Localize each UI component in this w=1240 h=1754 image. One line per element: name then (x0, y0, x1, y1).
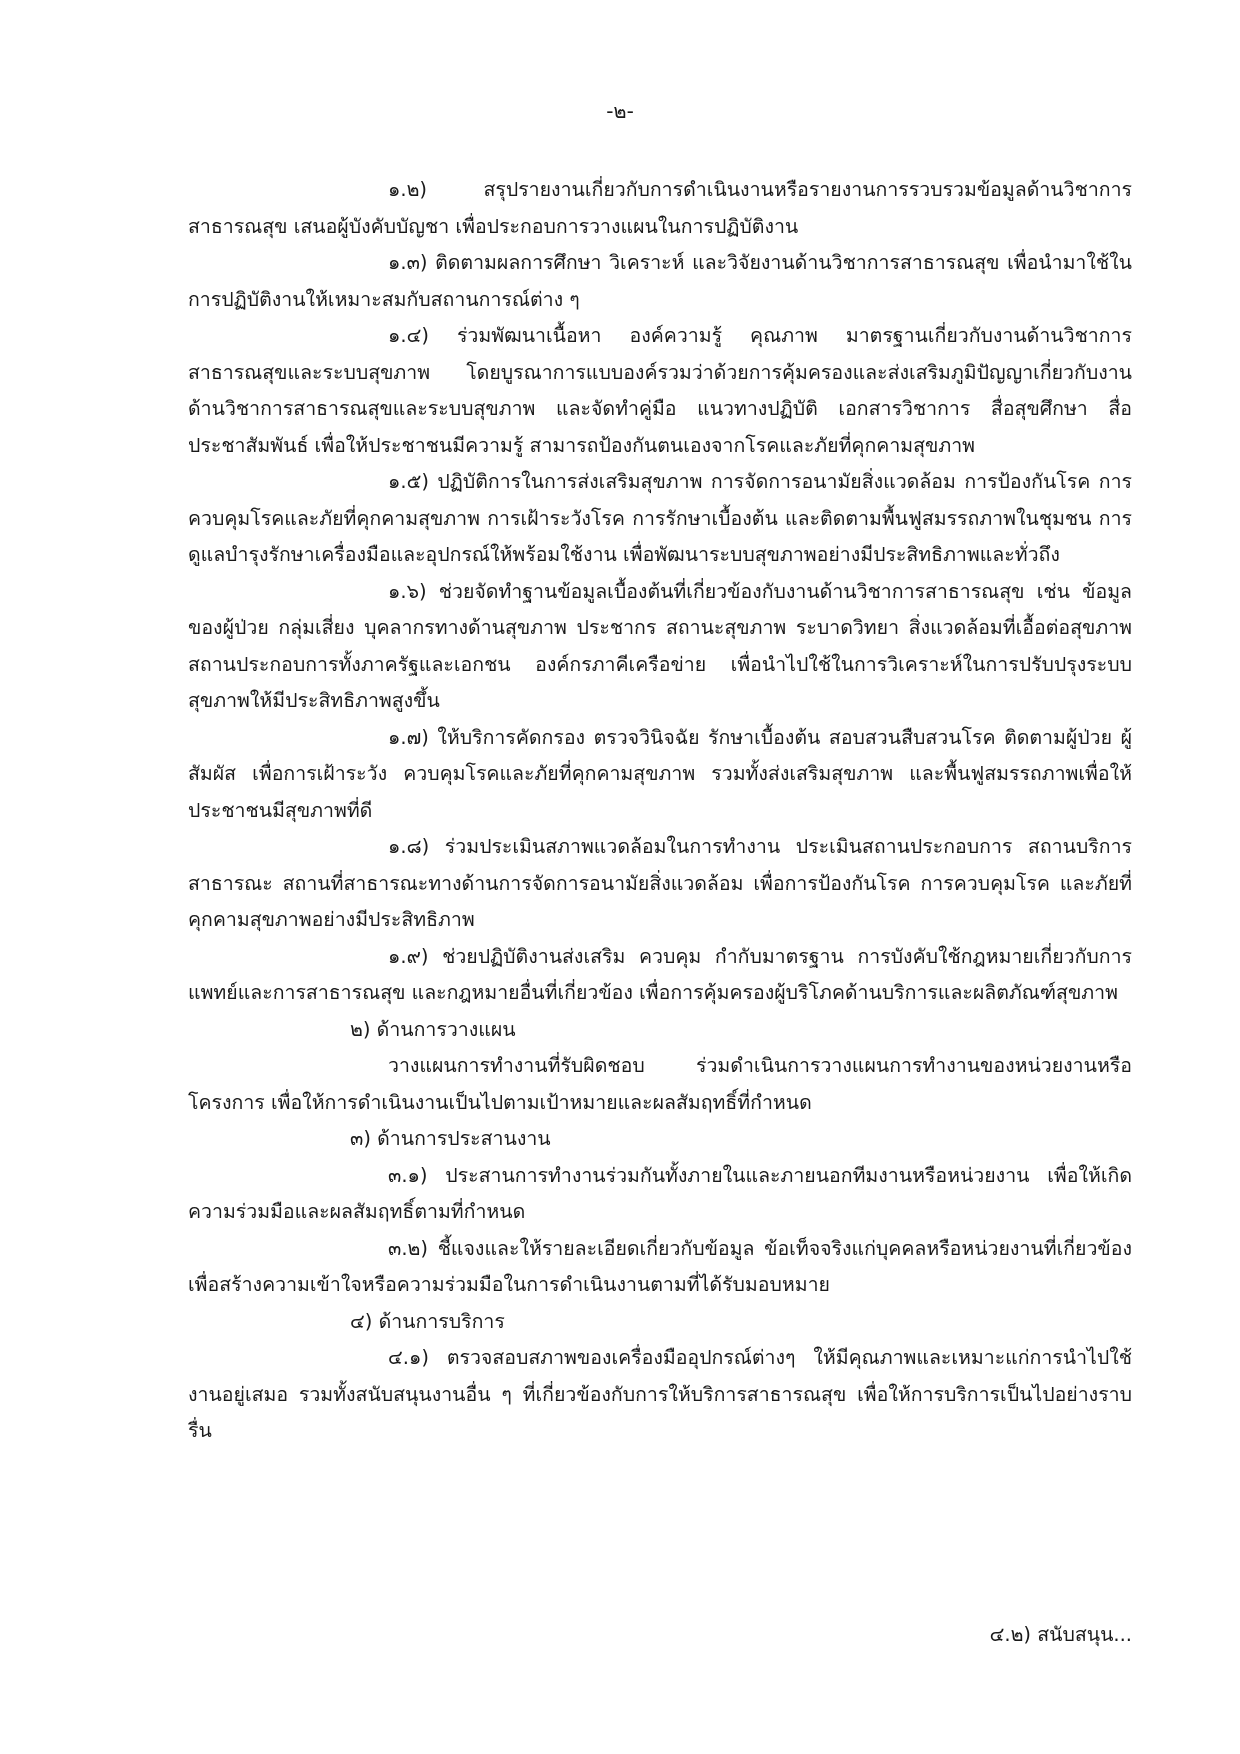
paragraph-planning: วางแผนการทำงานที่รับผิดชอบ ร่วมดำเนินการวางแผนการทำงานของหน่วยงานหรือโครงการ เพื่อให้การดำเนินงานเป็นไปตามเป้าหมายและผลสัมฤทธิ์ที่กำหนด (188, 1054, 1132, 1114)
paragraph-1-7: ๑.๗) ให้บริการคัดกรอง ตรวจวินิจฉัย รักษาเบื้องต้น สอบสวนสืบสวนโรค ติดตามผู้ป่วย ผู้สัมผัส เพื่อการเฝ้าระวัง ควบคุมโรคและภัยที่คุกคามสุขภาพ รวมทั้งส่งเสริมสุขภาพ และพื้นฟูสมรรถภาพเพื่อให้ประชาชนมีสุขภาพที่ดี (188, 725, 1132, 822)
paragraph-1-9: ๑.๙) ช่วยปฏิบัติงานส่งเสริม ควบคุม กำกับมาตรฐาน การบังคับใช้กฎหมายเกี่ยวกับการแพทย์และการสาธารณสุข และกฎหมายอื่นที่เกี่ยวข้อง เพื่อการคุ้มครองผู้บริโภคด้านบริการและผลิตภัณฑ์สุขภาพ (188, 944, 1132, 1004)
page-number: -๒- (606, 99, 634, 123)
paragraph-4-1: ๔.๑) ตรวจสอบสภาพของเครื่องมืออุปกรณ์ต่างๆ ให้มีคุณภาพและเหมาะแก่การนำไปใช้งานอยู่เสมอ รวมทั้งสนับสนุนงานอื่น ๆ ที่เกี่ยวข้องกับการให้บริการสาธารณสุข เพื่อให้การบริการเป็นไปอย่างราบรื่น (188, 1346, 1132, 1442)
section-heading-service: ๔) ด้านการบริการ (350, 1309, 505, 1333)
section-heading-planning: ๒) ด้านการวางแผน (350, 1017, 516, 1041)
paragraph-1-3: ๑.๓) ติดตามผลการศึกษา วิเคราะห์ และวิจัยงานด้านวิชาการสาธารณสุข เพื่อนำมาใช้ในการปฏิบัติงานให้เหมาะสมกับสถานการณ์ต่าง ๆ (188, 251, 1132, 311)
section-heading-coordination: ๓) ด้านการประสานงาน (350, 1127, 551, 1150)
paragraph-1-4: ๑.๔) ร่วมพัฒนาเนื้อหา องค์ความรู้ คุณภาพ มาตรฐานเกี่ยวกับงานด้านวิชาการสาธารณสุขและระบบสุขภาพ โดยบูรณาการแบบองค์รวมว่าด้วยการคุ้มครองและส่งเสริมภูมิปัญญาเกี่ยวกับงานด้านวิชาการสาธารณสุขและระบบสุขภาพ และจัดทำคู่มือ แนวทางปฏิบัติ เอกสารวิชาการ สื่อสุขศึกษา สื่อประชาสัมพันธ์ เพื่อให้ประชาชนมีความรู้ สามารถป้องกันตนเองจากโรคและภัยที่คุกคามสุขภาพ (188, 324, 1132, 457)
paragraph-1-5: ๑.๕) ปฏิบัติการในการส่งเสริมสุขภาพ การจัดการอนามัยสิ่งแวดล้อม การป้องกันโรค การควบคุมโรคและภัยที่คุกคามสุขภาพ การเฝ้าระวังโรค การรักษาเบื้องต้น และติดตามพื้นฟูสมรรถภาพในชุมชน การดูแลบำรุงรักษาเครื่องมือและอุปกรณ์ให้พร้อมใช้งาน เพื่อพัฒนาระบบสุขภาพอย่างมีประสิทธิภาพและทั่วถึง (188, 470, 1132, 566)
paragraph-1-2: ๑.๒) สรุปรายงานเกี่ยวกับการดำเนินงานหรือรายงานการรวบรวมข้อมูลด้านวิชาการสาธารณสุข เสนอผู้บังคับบัญชา เพื่อประกอบการวางแผนในการปฏิบัติงาน (188, 178, 1132, 238)
continuation-marker: ๔.๒) สนับสนุน... (989, 1623, 1132, 1646)
paragraph-1-8: ๑.๘) ร่วมประเมินสภาพแวดล้อมในการทำงาน ประเมินสถานประกอบการ สถานบริการสาธารณะ สถานที่สาธารณะทางด้านการจัดการอนามัยสิ่งแวดล้อม เพื่อการป้องกันโรค การควบคุมโรค และภัยที่คุกคามสุขภาพอย่างมีประสิทธิภาพ (188, 835, 1132, 931)
document-body (188, 172, 1132, 1450)
paragraph-3-2: ๓.๒) ชี้แจงและให้รายละเอียดเกี่ยวกับข้อมูล ข้อเท็จจริงแก่บุคคลหรือหน่วยงานที่เกี่ยวข้อง เพื่อสร้างความเข้าใจหรือความร่วมมือในการดำเนินงานตามที่ได้รับมอบหมาย (188, 1236, 1132, 1296)
paragraph-3-1: ๓.๑) ประสานการทำงานร่วมกันทั้งภายในและภายนอกทีมงานหรือหน่วยงาน เพื่อให้เกิดความร่วมมือและผลสัมฤทธิ์ตามที่กำหนด (188, 1163, 1132, 1223)
paragraph-1-6: ๑.๖) ช่วยจัดทำฐานข้อมูลเบื้องต้นที่เกี่ยวข้องกับงานด้านวิชาการสาธารณสุข เช่น ข้อมูลของผู้ป่วย กลุ่มเสี่ยง บุคลากรทางด้านสุขภาพ ประชากร สถานะสุขภาพ ระบาดวิทยา สิ่งแวดล้อมที่เอื้อต่อสุขภาพ สถานประกอบการทั้งภาครัฐและเอกชน องค์กรภาคีเครือข่าย เพื่อนำไปใช้ในการวิเคราะห์ในการปรับปรุงระบบสุขภาพให้มีประสิทธิภาพสูงขึ้น (188, 579, 1132, 712)
